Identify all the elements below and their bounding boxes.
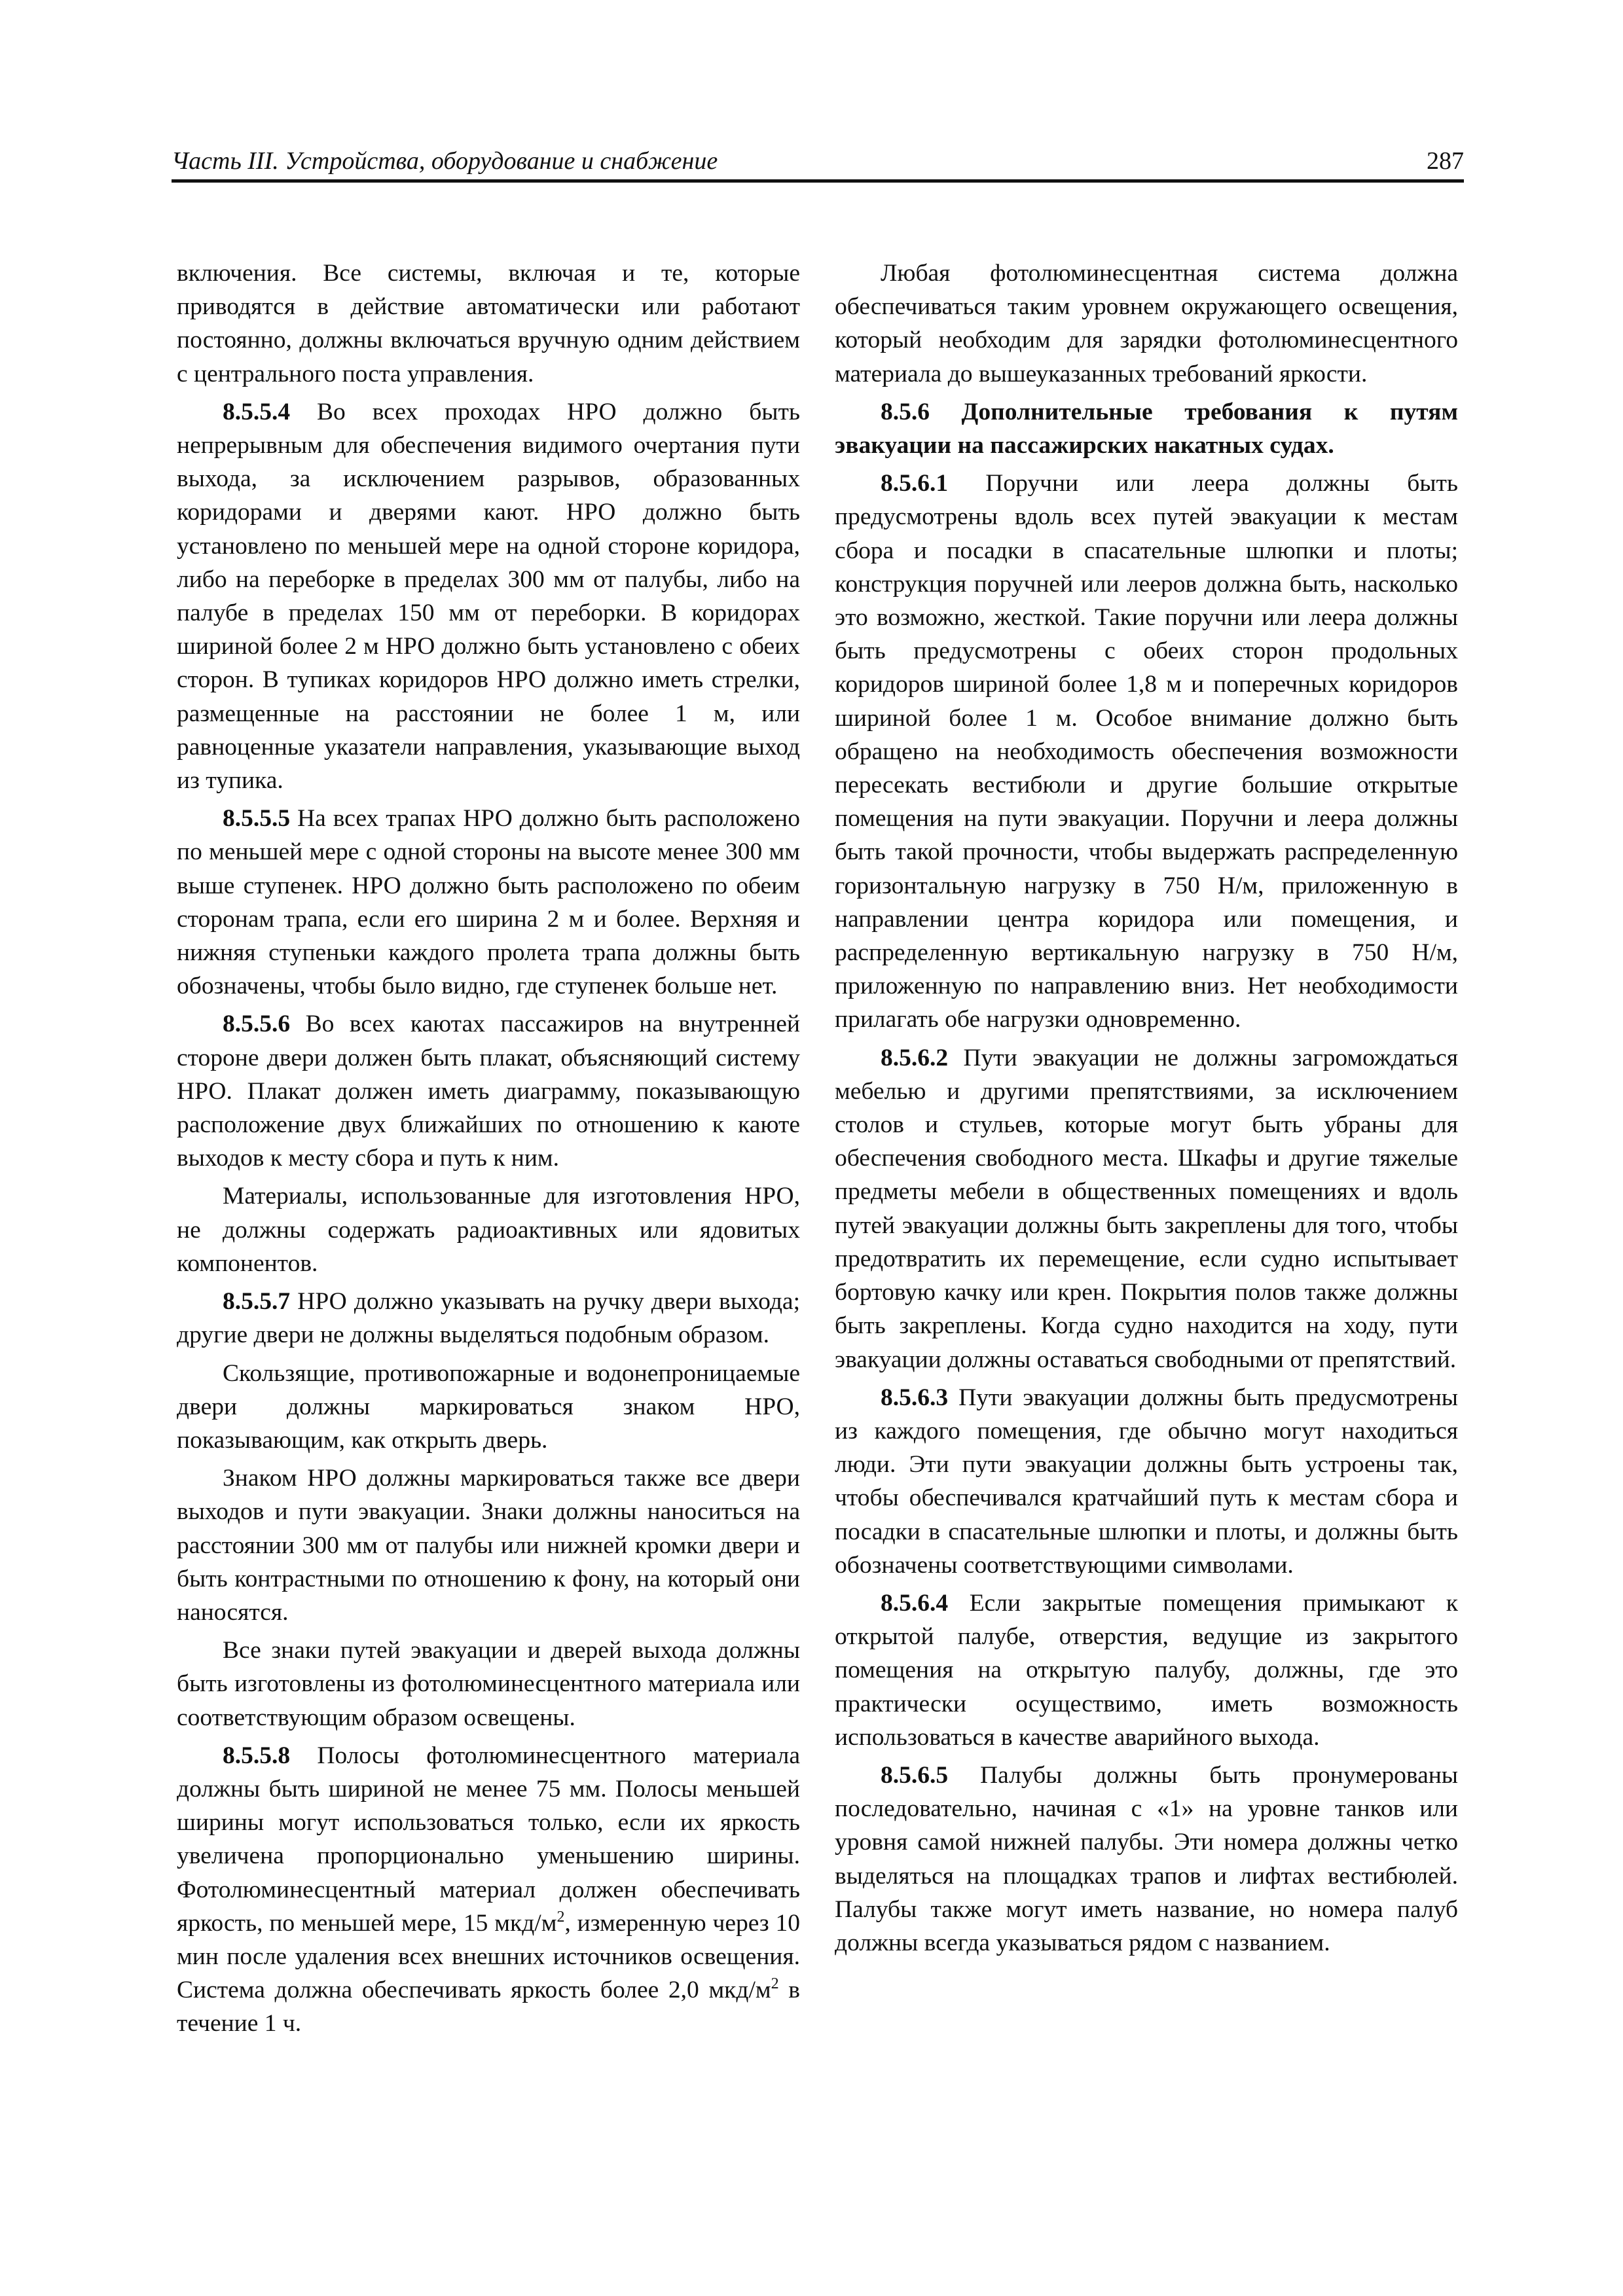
running-header bbox=[172, 145, 1464, 183]
paragraph-text: Знаком НРО должны маркироваться также все двери выходов и пути эвакуации. Знаки должны наноситься на расстоянии 300 мм от палубы или нижней кромки двери и быть контрастными по отношению к фону, на который они наносятся. bbox=[177, 1465, 800, 1626]
paragraph-text: включения. Все системы, включая и те, которые приводятся в действие автоматически или работают постоянно, должны включаться вручную одним действием с центрального поста управления. bbox=[177, 260, 800, 387]
paragraph-8-5-6-4 bbox=[835, 1587, 1458, 1754]
paragraph-text: Палубы должны быть пронумерованы последовательно, начиная с «1» на уровне танков или уровня самой нижней палубы. Эти номера должны четко выделяться на площадках трапов и лифтах вестибюлей. Палубы также могут иметь название, но номера палуб должны всегда указываться рядом с названием. bbox=[835, 1761, 1458, 1956]
paragraph-text: На всех трапах НРО должно быть расположено по меньшей мере с одной стороны на высоте менее 300 мм выше ступенек. НРО должно быть расположено по обеим сторонам трапа, если его ширина 2 м и более. Верхняя и нижняя ступеньки каждого пролета трапа должны быть обозначены, чтобы было видно, где ступенек больше нет. bbox=[177, 805, 800, 1000]
paragraph-text: Материалы, использованные для изготовления НРО, не должны содержать радиоактивных или ядовитых компонентов. bbox=[177, 1183, 800, 1277]
paragraph bbox=[177, 1634, 800, 1734]
paragraph-text: в течение 1 ч. bbox=[177, 1977, 800, 2037]
superscript: 2 bbox=[556, 1908, 565, 1926]
superscript: 2 bbox=[771, 1975, 779, 1993]
paragraph-text: Скользящие, противопожарные и водонепроницаемые двери должны маркироваться знаком НРО, показывающим, как открыть дверь. bbox=[177, 1359, 800, 1454]
paragraph-8-5-6-3 bbox=[835, 1381, 1458, 1582]
paragraph-text: Во всех каютах пассажиров на внутренней стороне двери должен быть плакат, объясняющий систему НРО. Плакат должен иметь диаграмму, показывающую расположение двух ближайших по отношению к каюте выходов к месту сбора и путь к ним. bbox=[177, 1011, 800, 1172]
paragraph bbox=[177, 1179, 800, 1280]
paragraph-text: Любая фотолюминесцентная система должна обеспечиваться таким уровнем окружающего освещения, который необходим для зарядки фотолюминесцентного материала до вышеуказанных требований яркости. bbox=[835, 260, 1458, 387]
paragraph-8-5-5-8 bbox=[177, 1739, 800, 2041]
paragraph-number: 8.5.5.6 bbox=[223, 1011, 291, 1038]
paragraph-number: 8.5.6.2 bbox=[881, 1044, 949, 1071]
paragraph-8-5-6-5 bbox=[835, 1759, 1458, 1960]
header-title: Часть III. Устройства, оборудование и снабжение bbox=[172, 147, 718, 175]
left-column bbox=[177, 257, 800, 2045]
paragraph-text: НРО должно указывать на ручку двери выхода; другие двери не должны выделяться подобным образом. bbox=[177, 1288, 800, 1349]
paragraph-text: Пути эвакуации должны быть предусмотрены из каждого помещения, где обычно могут находиться люди. Эти пути эвакуации должны быть устроены так, чтобы обеспечивался кратчайший путь к местам сбора и посадки в спасательные шлюпки и плоты, и должны быть обозначены соответствующими символами. bbox=[835, 1384, 1458, 1579]
paragraph-text: Если закрытые помещения примыкают к открытой палубе, отверстия, ведущие из закрытого помещения на открытую палубу, должны, где это практически осуществимо, иметь возможность использоваться в качестве аварийного выхода. bbox=[835, 1589, 1458, 1751]
paragraph-number: 8.5.6.3 bbox=[881, 1384, 949, 1411]
paragraph-text: Пути эвакуации не должны загромождаться мебелью и другими препятствиями, за исключением столов и стульев, которые могут быть убраны для обеспечения свободного места. Шкафы и другие тяжелые предметы мебели в общественных помещениях и вдоль путей эвакуации должны быть закреплены для того, чтобы предотвратить их перемещение, если судно испытывает бортовую качку или крен. Покрытия полов также должны быть закреплены. Когда судно находится на ходу, пути эвакуации должны оставаться свободными от препятствий. bbox=[835, 1044, 1458, 1373]
paragraph-text: Все знаки путей эвакуации и дверей выхода должны быть изготовлены из фотолюминесцентного материала или соответствующим образом освещены. bbox=[177, 1637, 800, 1731]
paragraph-text: Во всех проходах НРО должно быть непрерывным для обеспечения видимого очертания пути выхода, за исключением разрывов, образованных коридорами и дверями кают. НРО должно быть установлено по меньшей мере на одной стороне коридора, либо на переборке в пределах 300 мм от палубы, либо на палубе в пределах 150 мм от переборки. В коридорах шириной более 2 м НРО должно быть установлено с обеих сторон. В тупиках коридоров НРО должно иметь стрелки, размещенные на расстоянии не более 1 м, или равноценные указатели направления, указывающие выход из тупика. bbox=[177, 398, 800, 795]
paragraph-8-5-5-5 bbox=[177, 802, 800, 1003]
paragraph-number: 8.5.5.4 bbox=[223, 398, 291, 425]
page-number: 287 bbox=[1427, 147, 1464, 175]
paragraph-number: 8.5.5.5 bbox=[223, 805, 291, 833]
paragraph-number: 8.5.6.5 bbox=[881, 1761, 949, 1789]
right-column bbox=[835, 257, 1458, 1964]
paragraph-number: 8.5.5.8 bbox=[223, 1742, 291, 1769]
paragraph-8-5-5-7 bbox=[177, 1285, 800, 1352]
paragraph-text: Полосы фотолюминесцентного материала должны быть шириной не менее 75 мм. Полосы меньшей ширины могут использоваться только, если их яркость увеличена пропорционально уменьшению ширины. Фотолюминесцентный материал должен обеспечивать яркость, по меньшей мере, 15 мкд/м bbox=[177, 1742, 800, 1937]
paragraph-8-5-5-6 bbox=[177, 1007, 800, 1175]
paragraph bbox=[835, 257, 1458, 391]
paragraph bbox=[177, 1462, 800, 1629]
paragraph-number: 8.5.6.4 bbox=[881, 1589, 949, 1617]
section-heading: 8.5.6 Дополнительные требования к путям эвакуации на пассажирских накатных судах. bbox=[835, 398, 1458, 459]
paragraph bbox=[177, 1357, 800, 1458]
paragraph-8-5-5-4 bbox=[177, 395, 800, 797]
section-heading-8-5-6 bbox=[835, 395, 1458, 462]
paragraph-number: 8.5.5.7 bbox=[223, 1288, 291, 1316]
paragraph-text: , измеренную через 10 мин после удаления всех внешних источников освещения. Система должна обеспечивать яркость более 2,0 мкд/м bbox=[177, 1909, 800, 2004]
paragraph-number: 8.5.6.1 bbox=[881, 470, 949, 497]
paragraph-8-5-6-1 bbox=[835, 467, 1458, 1036]
paragraph bbox=[177, 257, 800, 391]
paragraph-8-5-6-2 bbox=[835, 1041, 1458, 1376]
paragraph-text: Поручни или леера должны быть предусмотрены вдоль всех путей эвакуации к местам сбора и посадки в спасательные шлюпки и плоты; конструкция поручней или лееров должна быть, насколько это возможно, жесткой. Такие поручни или леера должны быть предусмотрены с обеих сторон продольных коридоров шириной более 1,8 м и поперечных коридоров шириной более 1 м. Особое внимание должно быть обращено на необходимость обеспечения возможности пересекать вестибюли и другие большие открытые помещения на пути эвакуации. Поручни и леера должны быть такой прочности, чтобы выдержать распределенную горизонтальную нагрузку в 750 Н/м, приложенную в направлении центра коридора или помещения, и распределенную вертикальную нагрузку в 750 Н/м, приложенную по направлению вниз. Нет необходимости прилагать обе нагрузки одновременно. bbox=[835, 470, 1458, 1033]
